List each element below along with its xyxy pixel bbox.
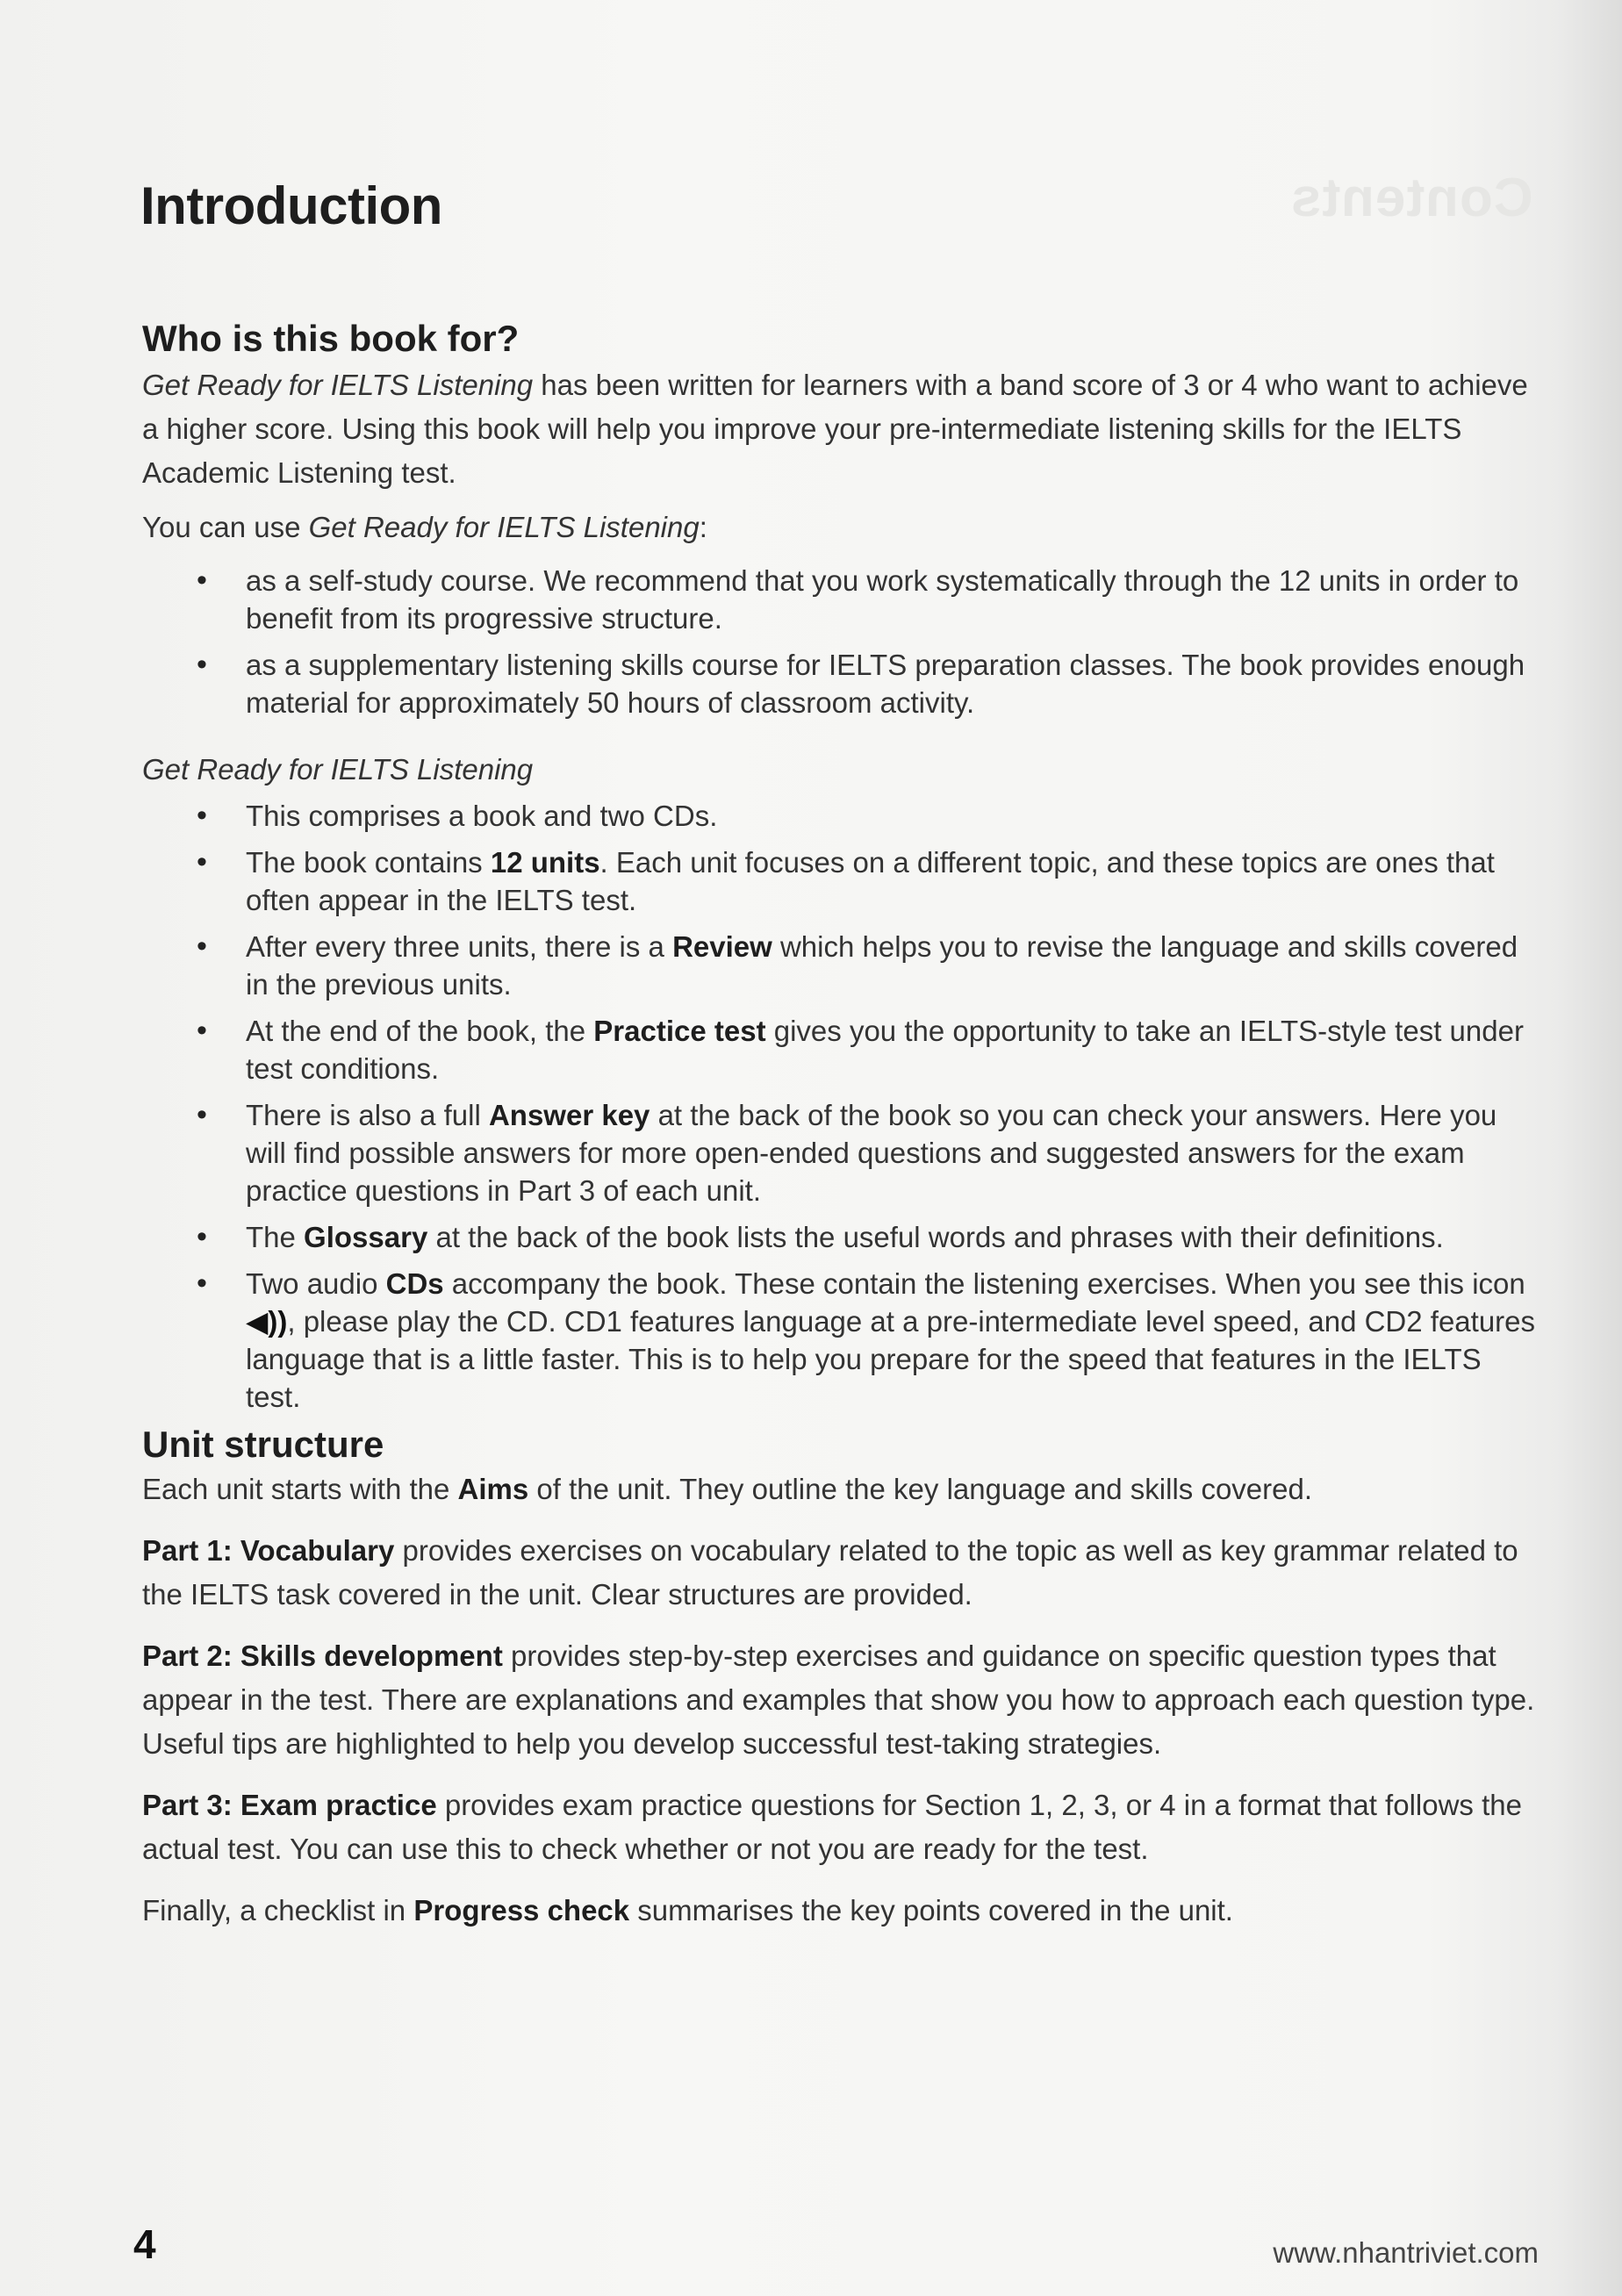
audio-speaker-icon: ◀)) <box>246 1305 288 1338</box>
use-colon: : <box>699 511 707 543</box>
part1-paragraph: Part 1: Vocabulary provides exercises on vocabulary related to the topic as well as key grammar related to the IELTS task covered in the unit. Clear structures are provided. <box>142 1534 1518 1611</box>
list-item: • The Glossary at the back of the book lists the useful words and phrases with their definitions. <box>142 1218 1542 1256</box>
use-lead-paragraph <box>142 506 1542 549</box>
list-item: • After every three units, there is a Review which helps you to revise the language and skills covered in the previous units. <box>142 928 1542 1003</box>
footer-url: www.nhantriviet.com <box>1273 2236 1539 2269</box>
list-item: • The book contains 12 units. Each unit focuses on a different topic, and these topics are ones that often appear in the IELTS test. <box>142 843 1542 919</box>
part2-paragraph: Part 2: Skills development provides step-by-step exercises and guidance on specific question types that appear in the test. There are explanations and examples that show you how to approach each question type. Useful tips are highlighted to help you develop successful test-taking strategies. <box>142 1639 1535 1760</box>
use-book-title: Get Ready for IELTS Listening <box>308 511 700 543</box>
part3-paragraph: Part 3: Exam practice provides exam practice questions for Section 1, 2, 3, or 4 in a format that follows the actual test. You can use this to check whether or not you are ready for the test. <box>142 1789 1522 1865</box>
uses-list <box>142 562 1542 721</box>
unit-structure-heading: Unit structure <box>142 1424 384 1465</box>
who-heading: Who is this book for? <box>142 318 520 359</box>
list-item: • Two audio CDs accompany the book. These contain the listening exercises. When you see this icon ◀)), please play the CD. CD1 features language at a pre-intermediate level speed, and CD2 features language that is a little faster. This is to help you prepare for the speed that features in the IELTS test. <box>142 1265 1542 1416</box>
progress-check-paragraph: Finally, a checklist in Progress check summarises the key points covered in the unit. <box>142 1894 1233 1926</box>
page-number: 4 <box>133 2221 156 2267</box>
who-intro-paragraph <box>142 363 1542 495</box>
book-subheading <box>142 748 1542 792</box>
unit-structure-section <box>142 1424 1542 1933</box>
book-title-italic: Get Ready for IELTS Listening <box>142 369 534 401</box>
aims-paragraph: Each unit starts with the Aims of the unit. They outline the key language and skills covered. <box>142 1473 1313 1505</box>
page-title: Introduction <box>140 176 442 235</box>
book-section <box>142 748 1542 1424</box>
show-through-heading: Contents <box>1290 168 1533 228</box>
book-features-list <box>142 797 1542 1416</box>
list-item: • There is also a full Answer key at the back of the book so you can check your answers. Here you will find possible answers for more open-ended questions and suggested answers for the exam practice questions in Part 3 of each unit. <box>142 1096 1542 1209</box>
list-item: • At the end of the book, the Practice test gives you the opportunity to take an IELTS-style test under test conditions. <box>142 1012 1542 1087</box>
list-item: • This comprises a book and two CDs. <box>142 797 1542 835</box>
who-intro-text: has been written for learners with a band score of 3 or 4 who want to achieve a higher score. Using this book will help you improve your pre-intermediate listening skills for the IELTS Academic Listening test. <box>142 369 1528 489</box>
use-lead-text: You can use <box>142 511 309 543</box>
list-item: • as a supplementary listening skills course for IELTS preparation classes. The book provides enough material for approximately 50 hours of classroom activity. <box>142 646 1542 721</box>
who-section <box>142 318 1542 730</box>
list-item: • as a self-study course. We recommend that you work systematically through the 12 units in order to benefit from its progressive structure. <box>142 562 1542 637</box>
book-subheading-italic: Get Ready for IELTS Listening <box>142 753 534 786</box>
